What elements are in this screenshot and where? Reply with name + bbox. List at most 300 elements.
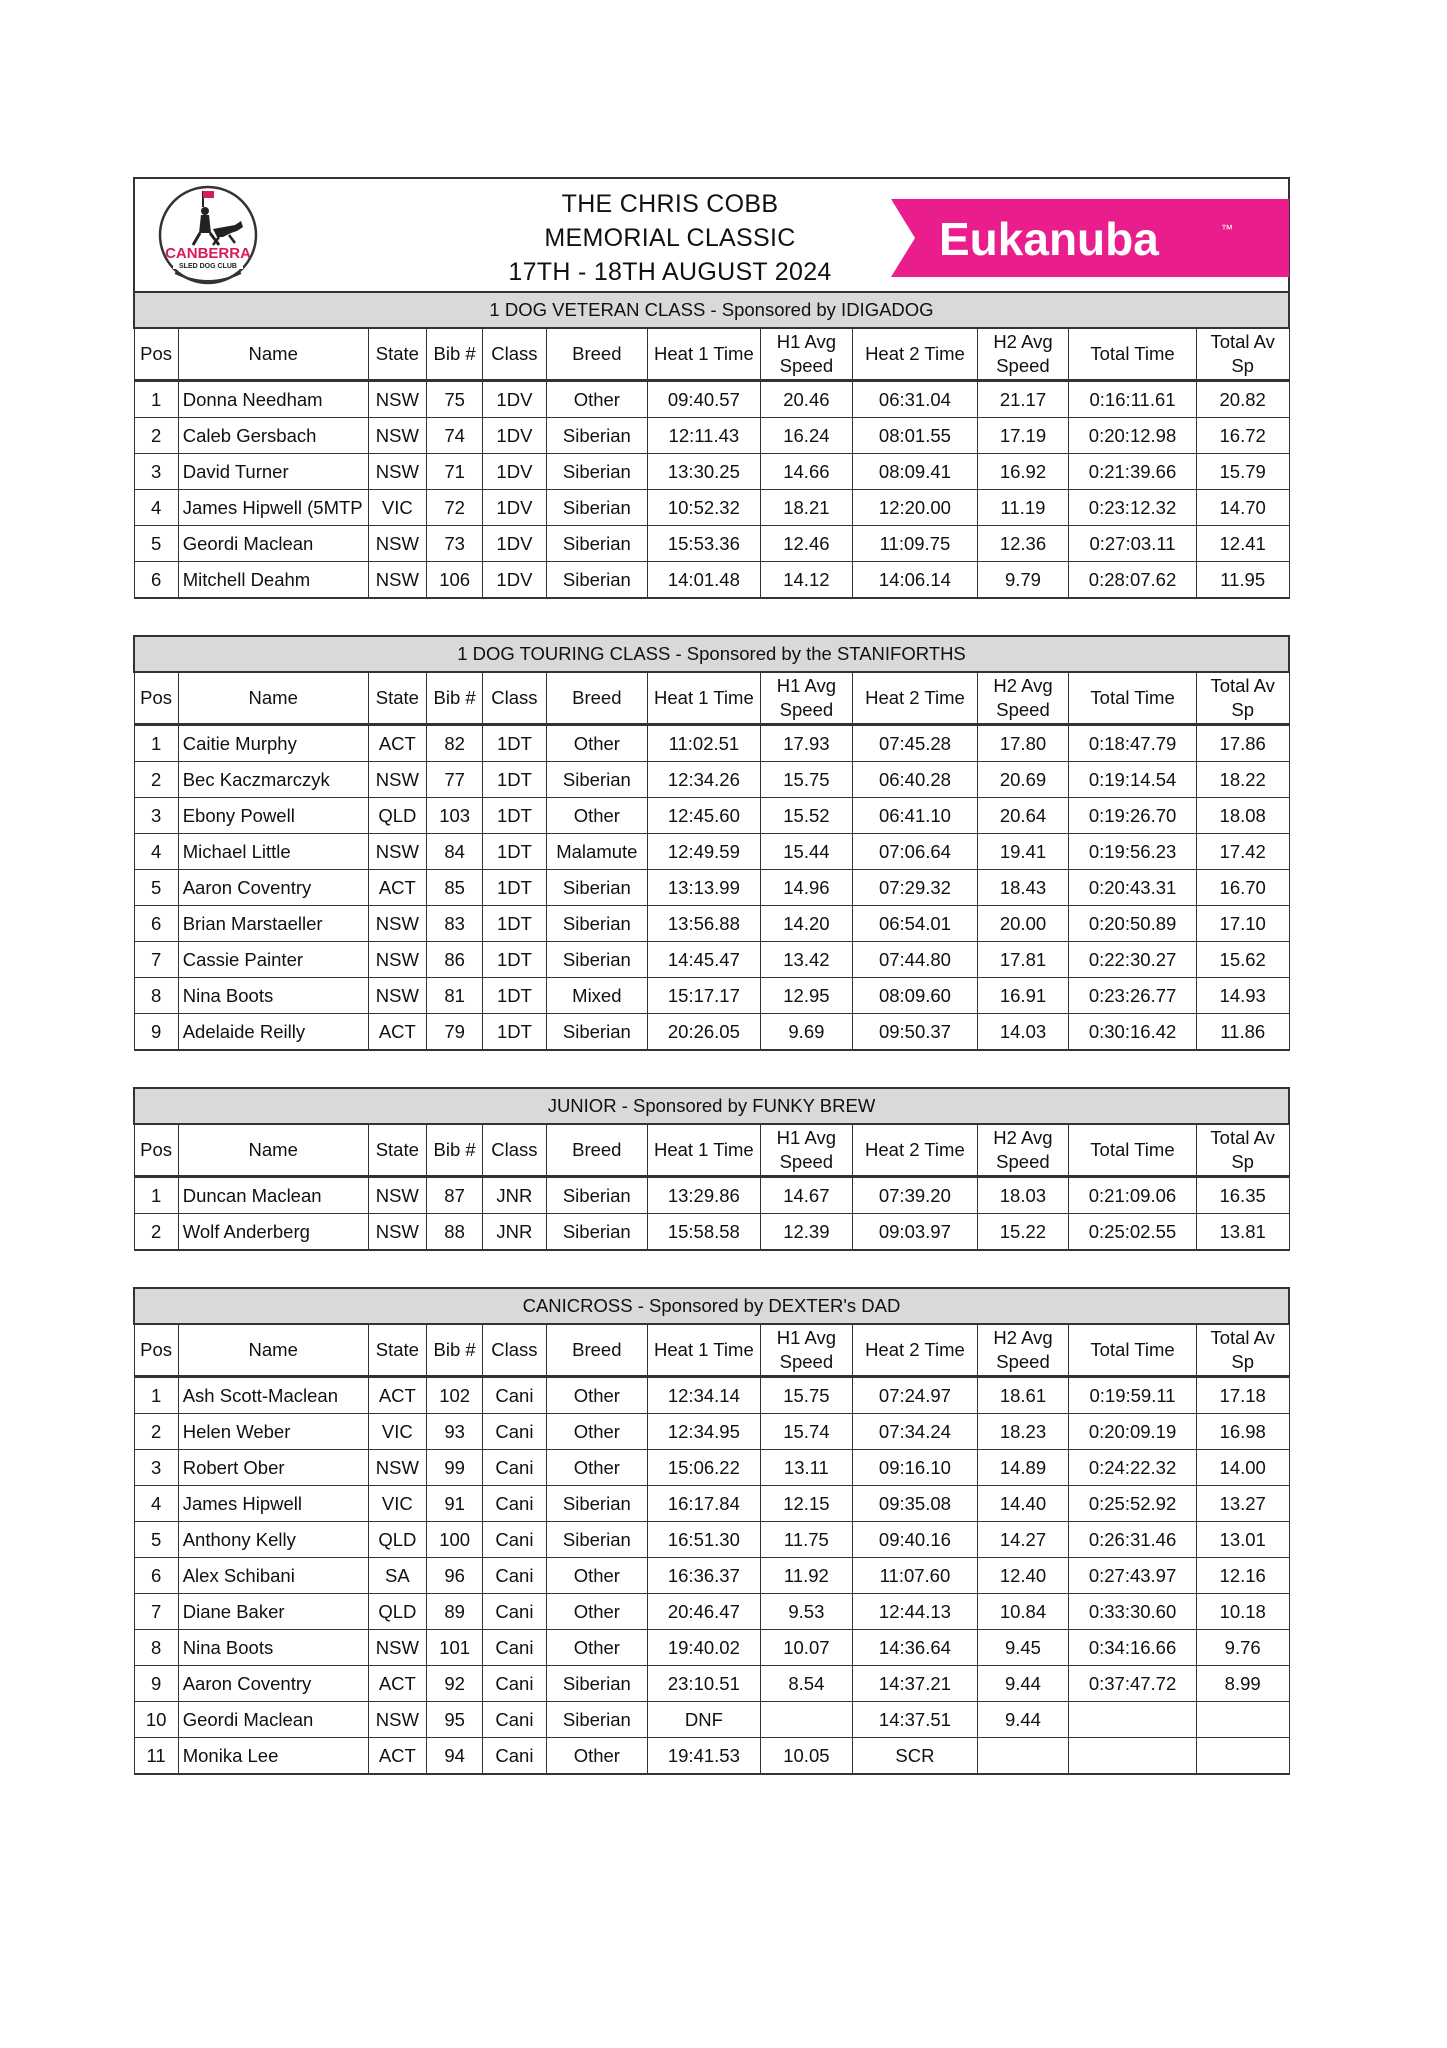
- cell-name: Aaron Coventry: [178, 870, 368, 906]
- cell-total-avg-speed: 20.82: [1196, 381, 1289, 418]
- cell-breed: Siberian: [546, 562, 648, 599]
- cell-class: Cani: [483, 1630, 546, 1666]
- column-header-h2-avg-speed: H2 Avg Speed: [977, 1124, 1068, 1177]
- svg-text:CANBERRA: CANBERRA: [165, 245, 251, 262]
- cell-breed: Siberian: [546, 526, 648, 562]
- column-header-total-avg-speed: Total Av Sp: [1196, 1124, 1289, 1177]
- cell-heat2-time: 14:37.51: [853, 1702, 978, 1738]
- cell-class: 1DT: [483, 725, 546, 762]
- cell-name: James Hipwell: [178, 1486, 368, 1522]
- cell-state: NSW: [368, 526, 426, 562]
- cell-h2-avg-speed: 18.23: [977, 1414, 1068, 1450]
- cell-class: 1DV: [483, 418, 546, 454]
- cell-state: NSW: [368, 381, 426, 418]
- cell-total-avg-speed: 17.42: [1196, 834, 1289, 870]
- cell-class: Cani: [483, 1702, 546, 1738]
- cell-bib: 71: [426, 454, 482, 490]
- sponsor-name: Eukanuba: [939, 213, 1159, 265]
- cell-state: NSW: [368, 1214, 426, 1251]
- column-header-bib: Bib #: [426, 1124, 482, 1177]
- column-header-total-time: Total Time: [1069, 1324, 1197, 1377]
- cell-pos: 2: [134, 1214, 178, 1251]
- cell-h2-avg-speed: 19.41: [977, 834, 1068, 870]
- cell-class: 1DV: [483, 381, 546, 418]
- cell-heat2-time: 09:40.16: [853, 1522, 978, 1558]
- column-header-total-time: Total Time: [1069, 328, 1197, 381]
- cell-h2-avg-speed: 21.17: [977, 381, 1068, 418]
- cell-class: Cani: [483, 1558, 546, 1594]
- cell-heat2-time: 08:01.55: [853, 418, 978, 454]
- cell-bib: 106: [426, 562, 482, 599]
- cell-total-avg-speed: [1196, 1702, 1289, 1738]
- cell-name: Helen Weber: [178, 1414, 368, 1450]
- cell-h1-avg-speed: 11.75: [760, 1522, 852, 1558]
- cell-total-time: 0:30:16.42: [1069, 1014, 1197, 1051]
- cell-total-avg-speed: 11.86: [1196, 1014, 1289, 1051]
- column-header-total-time: Total Time: [1069, 672, 1197, 725]
- cell-h2-avg-speed: 14.03: [977, 1014, 1068, 1051]
- cell-bib: 91: [426, 1486, 482, 1522]
- cell-bib: 82: [426, 725, 482, 762]
- cell-pos: 11: [134, 1738, 178, 1775]
- cell-name: Ash Scott-Maclean: [178, 1377, 368, 1414]
- table-row: [134, 1214, 1289, 1251]
- cell-heat1-time: 23:10.51: [648, 1666, 761, 1702]
- cell-total-time: 0:21:39.66: [1069, 454, 1197, 490]
- cell-heat1-time: 11:02.51: [648, 725, 761, 762]
- cell-h1-avg-speed: 8.54: [760, 1666, 852, 1702]
- cell-state: SA: [368, 1558, 426, 1594]
- title-line-3: 17TH - 18TH AUGUST 2024: [508, 258, 832, 286]
- cell-heat1-time: 13:30.25: [648, 454, 761, 490]
- cell-pos: 3: [134, 1450, 178, 1486]
- cell-state: VIC: [368, 490, 426, 526]
- cell-h2-avg-speed: 18.43: [977, 870, 1068, 906]
- cell-h2-avg-speed: 20.00: [977, 906, 1068, 942]
- cell-heat2-time: SCR: [853, 1738, 978, 1775]
- cell-bib: 92: [426, 1666, 482, 1702]
- cell-h1-avg-speed: 17.93: [760, 725, 852, 762]
- table-row: [134, 725, 1289, 762]
- cell-class: Cani: [483, 1377, 546, 1414]
- section-4: [133, 1287, 1290, 1775]
- table-row: [134, 490, 1289, 526]
- table-row: [134, 798, 1289, 834]
- cell-heat2-time: 06:41.10: [853, 798, 978, 834]
- cell-class: 1DT: [483, 942, 546, 978]
- cell-class: 1DT: [483, 906, 546, 942]
- column-header-breed: Breed: [546, 1124, 648, 1177]
- cell-heat1-time: 16:36.37: [648, 1558, 761, 1594]
- cell-pos: 6: [134, 906, 178, 942]
- cell-h1-avg-speed: 15.52: [760, 798, 852, 834]
- cell-pos: 9: [134, 1014, 178, 1051]
- column-header-pos: Pos: [134, 328, 178, 381]
- column-header-pos: Pos: [134, 672, 178, 725]
- cell-name: Mitchell Deahm: [178, 562, 368, 599]
- cell-breed: Siberian: [546, 1522, 648, 1558]
- cell-pos: 2: [134, 1414, 178, 1450]
- cell-h2-avg-speed: 16.92: [977, 454, 1068, 490]
- cell-heat1-time: 09:40.57: [648, 381, 761, 418]
- table-row: [134, 1177, 1289, 1214]
- cell-h1-avg-speed: 12.95: [760, 978, 852, 1014]
- cell-heat2-time: 09:35.08: [853, 1486, 978, 1522]
- cell-total-time: [1069, 1738, 1197, 1775]
- column-header-bib: Bib #: [426, 328, 482, 381]
- cell-total-avg-speed: 8.99: [1196, 1666, 1289, 1702]
- cell-total-avg-speed: 14.70: [1196, 490, 1289, 526]
- cell-h1-avg-speed: 15.74: [760, 1414, 852, 1450]
- cell-heat2-time: 12:44.13: [853, 1594, 978, 1630]
- cell-heat2-time: 09:03.97: [853, 1214, 978, 1251]
- cell-state: QLD: [368, 1522, 426, 1558]
- cell-heat1-time: DNF: [648, 1702, 761, 1738]
- cell-heat2-time: 08:09.41: [853, 454, 978, 490]
- cell-total-avg-speed: 17.10: [1196, 906, 1289, 942]
- cell-heat1-time: 15:53.36: [648, 526, 761, 562]
- column-header-breed: Breed: [546, 328, 648, 381]
- cell-bib: 94: [426, 1738, 482, 1775]
- table-row: [134, 1486, 1289, 1522]
- cell-heat2-time: 09:50.37: [853, 1014, 978, 1051]
- cell-bib: 103: [426, 798, 482, 834]
- cell-h2-avg-speed: 15.22: [977, 1214, 1068, 1251]
- cell-breed: Other: [546, 1377, 648, 1414]
- column-header-h1-avg-speed: H1 Avg Speed: [760, 1324, 852, 1377]
- cell-state: NSW: [368, 418, 426, 454]
- cell-bib: 102: [426, 1377, 482, 1414]
- cell-name: Brian Marstaeller: [178, 906, 368, 942]
- cell-total-avg-speed: 16.98: [1196, 1414, 1289, 1450]
- cell-pos: 4: [134, 834, 178, 870]
- cell-total-avg-speed: 11.95: [1196, 562, 1289, 599]
- cell-total-time: 0:33:30.60: [1069, 1594, 1197, 1630]
- column-header-bib: Bib #: [426, 1324, 482, 1377]
- cell-breed: Siberian: [546, 870, 648, 906]
- column-header-name: Name: [178, 328, 368, 381]
- cell-state: NSW: [368, 1177, 426, 1214]
- cell-total-time: 0:28:07.62: [1069, 562, 1197, 599]
- cell-h2-avg-speed: 14.40: [977, 1486, 1068, 1522]
- cell-heat1-time: 13:13.99: [648, 870, 761, 906]
- cell-bib: 88: [426, 1214, 482, 1251]
- cell-name: James Hipwell (5MTP: [178, 490, 368, 526]
- column-header-heat2-time: Heat 2 Time: [853, 328, 978, 381]
- cell-pos: 7: [134, 1594, 178, 1630]
- cell-h1-avg-speed: 12.39: [760, 1214, 852, 1251]
- cell-bib: 77: [426, 762, 482, 798]
- cell-name: Wolf Anderberg: [178, 1214, 368, 1251]
- column-header-heat1-time: Heat 1 Time: [648, 1124, 761, 1177]
- cell-total-time: 0:20:43.31: [1069, 870, 1197, 906]
- cell-bib: 79: [426, 1014, 482, 1051]
- table-row: [134, 906, 1289, 942]
- cell-name: Geordi Maclean: [178, 1702, 368, 1738]
- cell-heat2-time: 07:06.64: [853, 834, 978, 870]
- cell-total-avg-speed: 13.81: [1196, 1214, 1289, 1251]
- cell-total-avg-speed: 10.18: [1196, 1594, 1289, 1630]
- column-header-h2-avg-speed: H2 Avg Speed: [977, 1324, 1068, 1377]
- cell-total-avg-speed: [1196, 1738, 1289, 1775]
- cell-h2-avg-speed: 12.40: [977, 1558, 1068, 1594]
- cell-heat1-time: 13:29.86: [648, 1177, 761, 1214]
- table-row: [134, 526, 1289, 562]
- cell-total-avg-speed: 13.27: [1196, 1486, 1289, 1522]
- table-row: [134, 381, 1289, 418]
- cell-name: Aaron Coventry: [178, 1666, 368, 1702]
- cell-h1-avg-speed: 12.15: [760, 1486, 852, 1522]
- cell-bib: 74: [426, 418, 482, 454]
- cell-name: Adelaide Reilly: [178, 1014, 368, 1051]
- table-row: [134, 834, 1289, 870]
- section-title: CANICROSS - Sponsored by DEXTER's DAD: [134, 1288, 1289, 1324]
- cell-breed: Other: [546, 1450, 648, 1486]
- cell-total-time: 0:26:31.46: [1069, 1522, 1197, 1558]
- section-title: JUNIOR - Sponsored by FUNKY BREW: [134, 1088, 1289, 1124]
- cell-heat2-time: 07:29.32: [853, 870, 978, 906]
- cell-breed: Mixed: [546, 978, 648, 1014]
- table-row: [134, 454, 1289, 490]
- results-header: [133, 177, 1290, 291]
- cell-bib: 95: [426, 1702, 482, 1738]
- cell-pos: 1: [134, 1377, 178, 1414]
- cell-total-time: 0:20:50.89: [1069, 906, 1197, 942]
- table-row: [134, 870, 1289, 906]
- cell-h1-avg-speed: 16.24: [760, 418, 852, 454]
- column-header-state: State: [368, 328, 426, 381]
- cell-total-time: 0:19:59.11: [1069, 1377, 1197, 1414]
- cell-bib: 85: [426, 870, 482, 906]
- cell-pos: 4: [134, 490, 178, 526]
- cell-h1-avg-speed: [760, 1702, 852, 1738]
- cell-heat1-time: 14:45.47: [648, 942, 761, 978]
- cell-pos: 8: [134, 978, 178, 1014]
- table-row: [134, 942, 1289, 978]
- column-header-total-time: Total Time: [1069, 1124, 1197, 1177]
- cell-heat1-time: 16:51.30: [648, 1522, 761, 1558]
- cell-breed: Siberian: [546, 1214, 648, 1251]
- cell-h2-avg-speed: 17.19: [977, 418, 1068, 454]
- cell-heat2-time: 07:24.97: [853, 1377, 978, 1414]
- cell-h1-avg-speed: 14.96: [760, 870, 852, 906]
- cell-h1-avg-speed: 15.75: [760, 762, 852, 798]
- section-3: [133, 1087, 1290, 1251]
- cell-state: QLD: [368, 798, 426, 834]
- cell-heat2-time: 11:09.75: [853, 526, 978, 562]
- column-header-class: Class: [483, 672, 546, 725]
- table-row: [134, 762, 1289, 798]
- cell-heat1-time: 12:34.95: [648, 1414, 761, 1450]
- cell-heat1-time: 13:56.88: [648, 906, 761, 942]
- title-line-1: THE CHRIS COBB: [561, 190, 779, 218]
- cell-total-avg-speed: 16.72: [1196, 418, 1289, 454]
- sections-container: [133, 291, 1290, 1775]
- cell-h1-avg-speed: 10.05: [760, 1738, 852, 1775]
- table-row: [134, 562, 1289, 599]
- section-1: [133, 291, 1290, 599]
- cell-bib: 99: [426, 1450, 482, 1486]
- column-header-h1-avg-speed: H1 Avg Speed: [760, 1124, 852, 1177]
- cell-class: 1DV: [483, 454, 546, 490]
- cell-h2-avg-speed: 14.27: [977, 1522, 1068, 1558]
- cell-heat1-time: 14:01.48: [648, 562, 761, 599]
- cell-heat2-time: 14:37.21: [853, 1666, 978, 1702]
- table-row: [134, 1377, 1289, 1414]
- cell-heat1-time: 20:26.05: [648, 1014, 761, 1051]
- cell-heat2-time: 06:31.04: [853, 381, 978, 418]
- cell-heat2-time: 12:20.00: [853, 490, 978, 526]
- event-title: [505, 187, 835, 289]
- column-header-name: Name: [178, 1324, 368, 1377]
- cell-name: Alex Schibani: [178, 1558, 368, 1594]
- cell-bib: 81: [426, 978, 482, 1014]
- column-header-pos: Pos: [134, 1124, 178, 1177]
- cell-state: ACT: [368, 1014, 426, 1051]
- cell-state: ACT: [368, 725, 426, 762]
- cell-h2-avg-speed: 11.19: [977, 490, 1068, 526]
- cell-breed: Siberian: [546, 942, 648, 978]
- cell-breed: Siberian: [546, 490, 648, 526]
- cell-state: NSW: [368, 942, 426, 978]
- cell-state: NSW: [368, 834, 426, 870]
- cell-total-time: 0:27:43.97: [1069, 1558, 1197, 1594]
- column-header-bib: Bib #: [426, 672, 482, 725]
- cell-total-avg-speed: 18.22: [1196, 762, 1289, 798]
- cell-breed: Other: [546, 1594, 648, 1630]
- cell-heat2-time: 09:16.10: [853, 1450, 978, 1486]
- table-row: [134, 1014, 1289, 1051]
- cell-heat1-time: 12:11.43: [648, 418, 761, 454]
- cell-total-time: 0:37:47.72: [1069, 1666, 1197, 1702]
- cell-state: QLD: [368, 1594, 426, 1630]
- cell-class: Cani: [483, 1486, 546, 1522]
- cell-heat2-time: 07:45.28: [853, 725, 978, 762]
- cell-breed: Other: [546, 1630, 648, 1666]
- column-header-pos: Pos: [134, 1324, 178, 1377]
- table-row: [134, 978, 1289, 1014]
- cell-class: 1DT: [483, 798, 546, 834]
- cell-name: David Turner: [178, 454, 368, 490]
- cell-state: ACT: [368, 1666, 426, 1702]
- column-header-state: State: [368, 672, 426, 725]
- section-title: 1 DOG VETERAN CLASS - Sponsored by IDIGADOG: [134, 292, 1289, 328]
- cell-bib: 72: [426, 490, 482, 526]
- cell-total-time: 0:34:16.66: [1069, 1630, 1197, 1666]
- column-header-name: Name: [178, 672, 368, 725]
- cell-breed: Siberian: [546, 906, 648, 942]
- cell-name: Duncan Maclean: [178, 1177, 368, 1214]
- cell-pos: 1: [134, 1177, 178, 1214]
- cell-heat2-time: 06:54.01: [853, 906, 978, 942]
- cell-name: Cassie Painter: [178, 942, 368, 978]
- column-header-total-avg-speed: Total Av Sp: [1196, 1324, 1289, 1377]
- cell-name: Ebony Powell: [178, 798, 368, 834]
- cell-h1-avg-speed: 10.07: [760, 1630, 852, 1666]
- cell-breed: Other: [546, 1558, 648, 1594]
- cell-state: NSW: [368, 1702, 426, 1738]
- table-row: [134, 1414, 1289, 1450]
- cell-name: Diane Baker: [178, 1594, 368, 1630]
- cell-total-avg-speed: 9.76: [1196, 1630, 1289, 1666]
- cell-pos: 7: [134, 942, 178, 978]
- cell-total-avg-speed: 12.16: [1196, 1558, 1289, 1594]
- column-header-breed: Breed: [546, 1324, 648, 1377]
- cell-class: JNR: [483, 1177, 546, 1214]
- cell-heat1-time: 12:34.14: [648, 1377, 761, 1414]
- cell-pos: 1: [134, 725, 178, 762]
- svg-text:SLED DOG CLUB: SLED DOG CLUB: [179, 263, 237, 270]
- cell-total-avg-speed: 17.86: [1196, 725, 1289, 762]
- cell-breed: Siberian: [546, 1014, 648, 1051]
- section-2: [133, 635, 1290, 1051]
- cell-heat1-time: 16:17.84: [648, 1486, 761, 1522]
- cell-h1-avg-speed: 15.75: [760, 1377, 852, 1414]
- column-header-name: Name: [178, 1124, 368, 1177]
- column-header-heat2-time: Heat 2 Time: [853, 1124, 978, 1177]
- club-logo: [153, 185, 263, 289]
- column-header-breed: Breed: [546, 672, 648, 725]
- cell-h2-avg-speed: 9.45: [977, 1630, 1068, 1666]
- cell-h2-avg-speed: 16.91: [977, 978, 1068, 1014]
- cell-class: 1DV: [483, 490, 546, 526]
- cell-pos: 3: [134, 454, 178, 490]
- cell-breed: Siberian: [546, 418, 648, 454]
- cell-bib: 87: [426, 1177, 482, 1214]
- cell-heat1-time: 12:45.60: [648, 798, 761, 834]
- cell-heat2-time: 07:34.24: [853, 1414, 978, 1450]
- cell-state: NSW: [368, 762, 426, 798]
- results-sheet: [133, 177, 1290, 1775]
- cell-total-avg-speed: 18.08: [1196, 798, 1289, 834]
- cell-pos: 9: [134, 1666, 178, 1702]
- cell-h2-avg-speed: 14.89: [977, 1450, 1068, 1486]
- cell-pos: 8: [134, 1630, 178, 1666]
- cell-heat1-time: 19:40.02: [648, 1630, 761, 1666]
- cell-class: Cani: [483, 1594, 546, 1630]
- table-row: [134, 1702, 1289, 1738]
- table-row: [134, 1594, 1289, 1630]
- cell-h1-avg-speed: 13.42: [760, 942, 852, 978]
- cell-h1-avg-speed: 9.69: [760, 1014, 852, 1051]
- cell-bib: 75: [426, 381, 482, 418]
- results-table: [133, 291, 1290, 599]
- cell-breed: Other: [546, 725, 648, 762]
- cell-h1-avg-speed: 13.11: [760, 1450, 852, 1486]
- cell-h2-avg-speed: 18.61: [977, 1377, 1068, 1414]
- column-header-h1-avg-speed: H1 Avg Speed: [760, 672, 852, 725]
- cell-bib: 86: [426, 942, 482, 978]
- table-row: [134, 1450, 1289, 1486]
- sponsor-banner: [891, 199, 1289, 277]
- table-row: [134, 1558, 1289, 1594]
- cell-bib: 100: [426, 1522, 482, 1558]
- cell-bib: 101: [426, 1630, 482, 1666]
- cell-pos: 1: [134, 381, 178, 418]
- cell-total-avg-speed: 14.93: [1196, 978, 1289, 1014]
- cell-pos: 3: [134, 798, 178, 834]
- column-header-total-avg-speed: Total Av Sp: [1196, 672, 1289, 725]
- cell-total-time: 0:16:11.61: [1069, 381, 1197, 418]
- cell-pos: 5: [134, 1522, 178, 1558]
- table-row: [134, 1666, 1289, 1702]
- column-header-h2-avg-speed: H2 Avg Speed: [977, 672, 1068, 725]
- cell-state: VIC: [368, 1486, 426, 1522]
- cell-class: 1DV: [483, 562, 546, 599]
- cell-bib: 96: [426, 1558, 482, 1594]
- cell-state: ACT: [368, 1377, 426, 1414]
- cell-name: Nina Boots: [178, 978, 368, 1014]
